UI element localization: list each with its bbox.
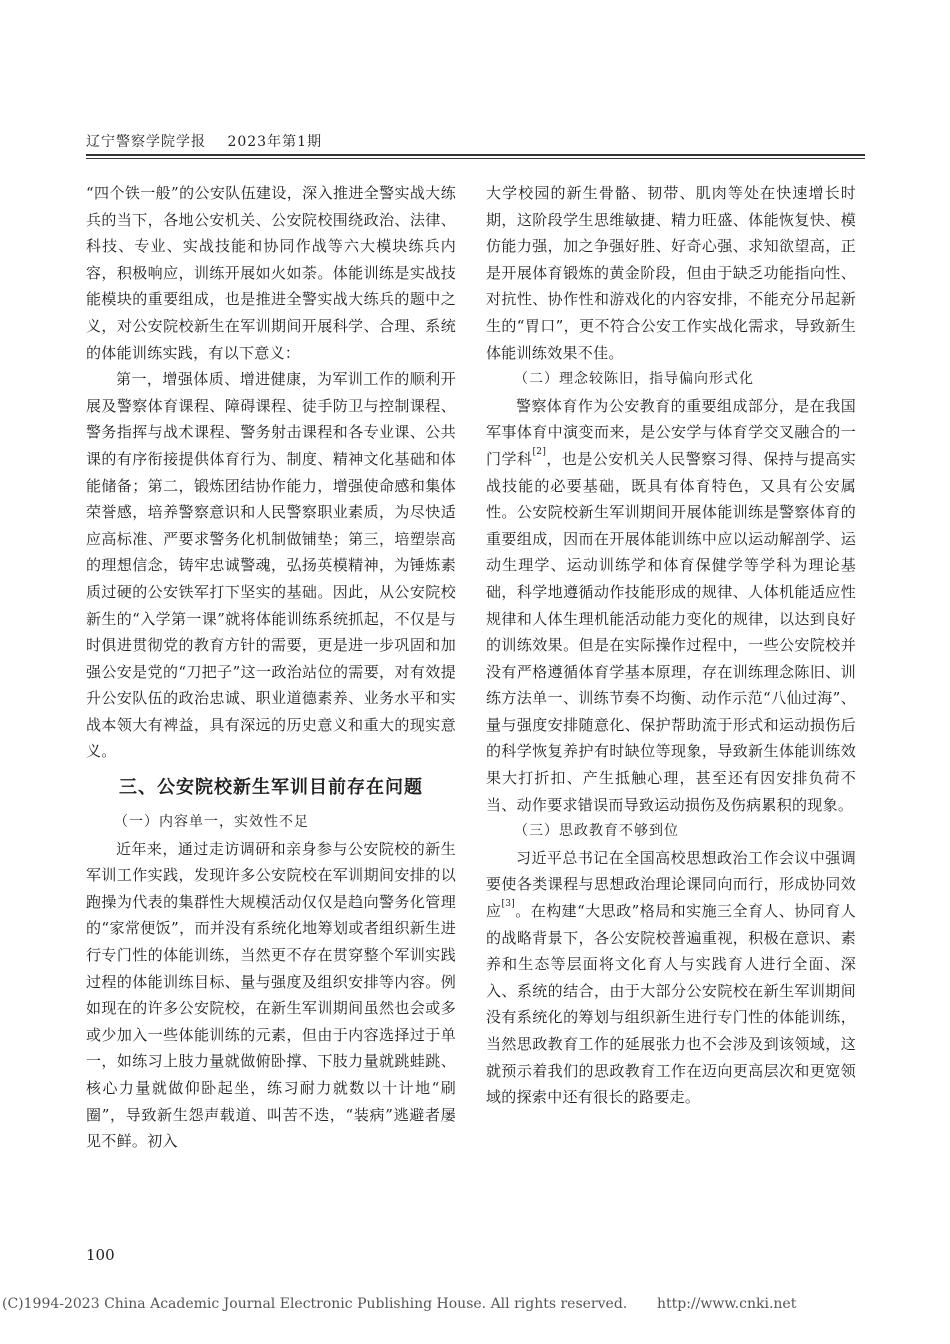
paragraph: “四个铁一般”的公安队伍建设，深入推进全警实战大练兵的当下，各地公安机关、公安院校围绕政治、法律、科技、专业、实战技能和协同作战等六大模块练兵内容，积极响应，训练开展如火如荼。体能训练是实战技能模块的重要组成，也是推进全警实战大练兵的题中之义，对公安院校新生在军训期间开展科学、合理、系统的体能训练实践，有以下意义： bbox=[86, 184, 456, 362]
paragraph: 大学校园的新生骨骼、韧带、肌肉等处在快速增长时期，这阶段学生思维敏捷、精力旺盛、体能恢复快、模仿能力强，加之争强好胜、好奇心强、求知欲望高，正是开展体育锻炼的黄金阶段，但由于缺乏功能指向性、对抗性、协作性和游戏化的内容安排，不能充分吊起新生的“胃口”，更不符合公安工作实战化需求，导致新生体能训练效果不佳。 bbox=[486, 184, 856, 362]
paragraph-text: 警察体育作为公安教育的重要组成部分，是在我国军事体育中演变而来，是公安学与体育学交叉融合的一门学科 bbox=[486, 396, 856, 468]
header-rule-thin bbox=[86, 158, 865, 159]
paragraph-text: 。在构建“大思政”格局和实施三全育人、协同育人的战略背景下，各公安院校普遍重视，积极在意识、素养和生态等层面将文化育人与实践育人进行全面、深入、系统的结合，由于大部分公安院校在新生军训期间没有系统化的筹划与组织新生进行专门性的体能训练，当然思政教育工作的延展张力也不会涉及到该领域，这就预示着我们的思政教育工作在迈向更高层次和更宽领域的探索中还有很长的路要走。 bbox=[486, 902, 856, 1107]
journal-name: 辽宁警察学院学报 bbox=[86, 134, 206, 150]
subsection-heading: （三）思政教育不够到位 bbox=[514, 823, 679, 840]
paragraph bbox=[486, 393, 856, 819]
paragraph-text: 习近平总书记在全国高校思想政治工作会议中强调要使各类课程与思想政治理论课同向而行，形成协同效应 bbox=[486, 848, 856, 921]
paragraph-text: ，也是公安机关人民警察习得、保持与提高实战技能的必要基础，既具有体育特色，又具有公安属性。公安院校新生军训期间开展体能训练是警察体育的重要组成，因而在开展体能训练中应以运动解剖学、运动生理学、运动训练学和体育保健学等学科为理论基础，科学地遵循动作技能形成的规律、人体机能适应性规律和人体生理机能活动能力变化的规律，以达到良好的训练效果。但是在实际操作过程中，一些公安院校并没有严格遵循体育学基本原理，存在训练理念陈旧、训练方法单一、训练节奏不均衡、动作示范“八仙过海”、量与强度安排随意化、保护帮助流于形式和运动损伤后的科学恢复养护有时缺位等现象，导致新生体能训练效果大打折扣、产生抵触心理，甚至还有因安排负荷不当、动作要求错误而导致运动损伤及伤病累积的现象。 bbox=[486, 449, 856, 814]
section-heading: 三、公安院校新生军训目前存在问题 bbox=[119, 777, 423, 799]
cnki-url: http://www.cnki.net bbox=[657, 1296, 797, 1312]
page-number: 100 bbox=[86, 1246, 115, 1264]
copyright-text: (C)1994-2023 China Academic Journal Electronic Publishing House. All rights reserved. bbox=[2, 1296, 628, 1312]
running-header bbox=[86, 131, 338, 151]
subsection-heading: （一）内容单一，实效性不足 bbox=[114, 814, 309, 831]
issue-label: 2023年第1期 bbox=[227, 134, 322, 150]
left-column bbox=[86, 180, 456, 1155]
citation-ref: [3] bbox=[501, 899, 516, 910]
paragraph: 近年来，通过走访调研和亲身参与公安院校的新生军训工作实践，发现许多公安院校在军训期间安排的以跑操为代表的集群性大规模活动仅仅是趋向警务化管理的“家常便饭”，而并没有系统化地筹划或者组织新生进行专门性的体能训练，当然更不存在贯穿整个军训实践过程的体能训练目标、量与强度及组织安排等内容。例如现在的许多公安院校，在新生军训期间虽然也会或多或少加入一些体能训练的元素，但由于内容选择过于单一，如练习上肢力量就做俯卧撑、下肢力量就跳蛙跳、核心力量就做仰卧起坐，练习耐力就数以十计地“刷圈”，导致新生怨声载道、叫苦不迭，“装病”逃避者屡见不鲜。初入 bbox=[86, 839, 456, 1151]
subsection-heading: （二）理念较陈旧，指导偏向形式化 bbox=[514, 371, 754, 388]
right-column bbox=[486, 180, 856, 1111]
paragraph: 第一，增强体质、增进健康，为军训工作的顺利开展及警察体育课程、障碍课程、徒手防卫与控制课程、警务指挥与战术课程、警务射击课程和各专业课、公共课的有序衔接提供体育行为、制度、精神文化基础和体能储备；第二，锻炼团结协作能力，增强使命感和集体荣誉感，培养警察意识和人民警察职业素质，为尽快适应高标准、严要求警务化机制做铺垫；第三，培塑崇高的理想信念，铸牢忠诚警魂，弘扬英模精神，为锤炼素质过硬的公安铁军打下坚实的基础。因此，从公安院校新生的“入学第一课”就将体能训练系统抓起，不仅是与时俱进贯彻党的教育方针的需要，更是进一步巩固和加强公安是党的“刀把子”这一政治站位的需要，对有效提升公安队伍的政治忠诚、职业道德素养、业务水平和实战本领大有裨益，具有深远的历史意义和重大的现实意义。 bbox=[86, 370, 456, 761]
header-rule-thick bbox=[86, 154, 865, 156]
paragraph bbox=[486, 845, 856, 1111]
citation-ref: [2] bbox=[532, 446, 547, 457]
